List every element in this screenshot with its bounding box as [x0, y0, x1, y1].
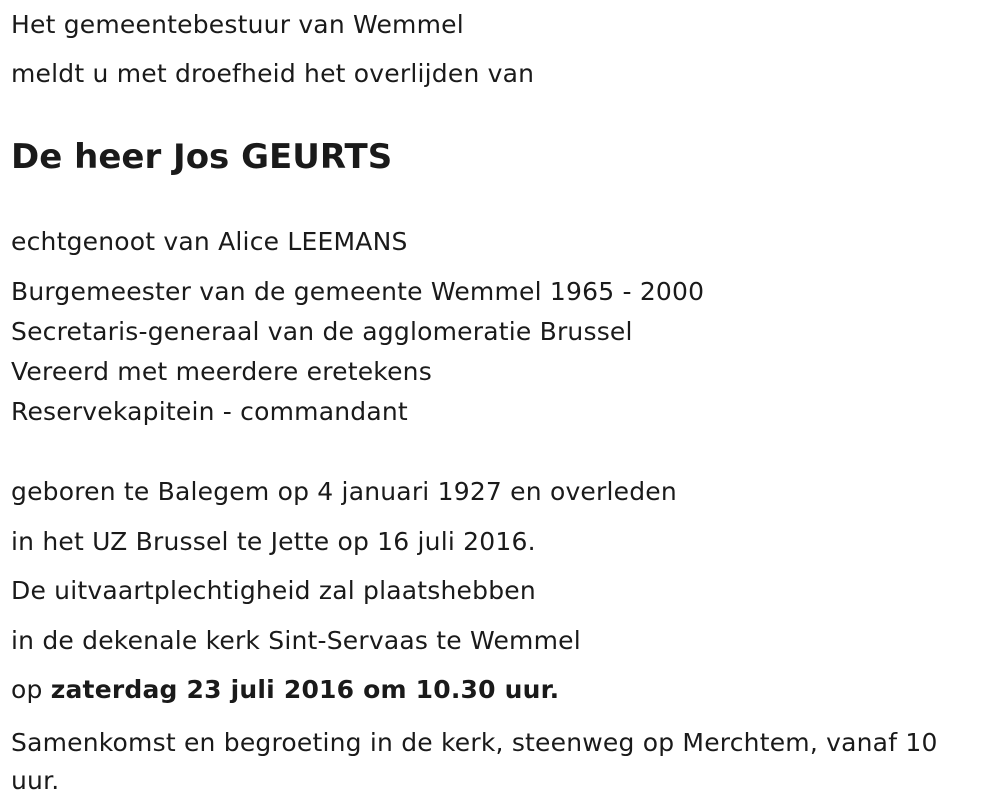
spouse-line: echtgenoot van Alice LEEMANS [11, 227, 408, 256]
birth-line: geboren te Balegem op 4 januari 1927 en overleden [11, 477, 677, 506]
title-line-3: Vereerd met meerdere eretekens [11, 357, 432, 386]
title-line-4: Reservekapitein - commandant [11, 397, 408, 426]
gathering-line: Samenkomst en begroeting in de kerk, steenweg op Merchtem, vanaf 10 uur. [11, 728, 938, 795]
ceremony-line: De uitvaartplechtigheid zal plaatshebben [11, 576, 536, 605]
deceased-name: De heer Jos GEURTS [11, 137, 393, 177]
ceremony-date: zaterdag 23 juli 2016 om 10.30 uur. [50, 675, 560, 704]
church-line: in de dekenale kerk Sint-Servaas te Wemmel [11, 626, 581, 655]
title-line-1: Burgemeester van de gemeente Wemmel 1965 - 2000 [11, 277, 705, 306]
death-line: in het UZ Brussel te Jette op 16 juli 2016. [11, 527, 536, 556]
intro-line-1: Het gemeentebestuur van Wemmel [11, 10, 464, 39]
title-line-2: Secretaris-generaal van de agglomeratie Brussel [11, 317, 633, 346]
date-prefix: op [11, 675, 43, 704]
intro-line-2: meldt u met droefheid het overlijden van [11, 59, 535, 88]
date-line [11, 675, 559, 705]
